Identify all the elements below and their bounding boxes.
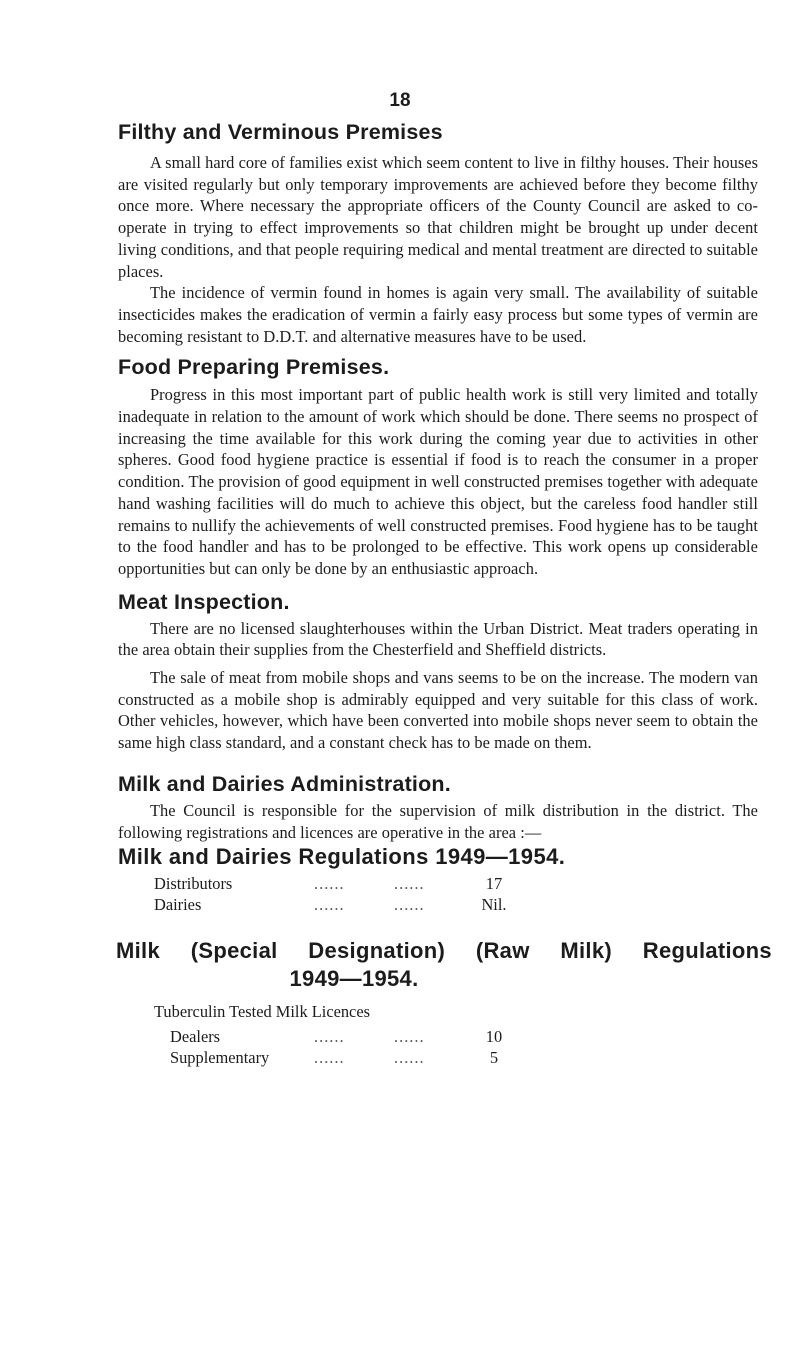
special-designation-years: 1949—1954. xyxy=(289,966,419,992)
row-value: 10 xyxy=(485,1027,503,1047)
paragraph: The Council is responsible for the supervision of milk distribution in the district. The following registrations and licences are operative in the area :— xyxy=(118,800,758,842)
section-heading-meat: Meat Inspection. xyxy=(118,589,290,614)
leader-dots: ...... xyxy=(394,895,425,915)
tt-licences-table xyxy=(170,1026,758,1068)
tt-licences-title: Tuberculin Tested Milk Licences xyxy=(154,1002,370,1022)
special-designation-heading xyxy=(116,937,772,965)
leader-dots: ...... xyxy=(394,1048,425,1068)
paragraph: The incidence of vermin found in homes is again very small. The availability of suitable insecticides makes the eradication of vermin a fairly easy process but some types of vermin are becoming resistant to D.D.T. and alternative measures have to be used. xyxy=(118,283,758,346)
heading-word: Regulations xyxy=(642,938,772,964)
row-label: Supplementary xyxy=(170,1048,270,1068)
row-value: 5 xyxy=(489,1048,499,1068)
leader-dots: ...... xyxy=(394,874,425,894)
paragraph: Progress in this most important part of public health work is still very limited and totally inadequate in relation to the amount of work which should be done. There seems no prospect of increasing the time available for this work during the coming year due to activities in other spheres. Good food hygiene practice is essential if food is to reach the consumer in a proper condition. The provision of good equipment in well constructed premises together with adequate hand washing facilities will do much to achieve this object, but the careless food handler still remains to nullify the achievements of well constructed premises. Food hygiene has to be taught to the food handler and has to be prolonged to be effective. This work opens up considerable opportunities but can only be done by an enthusiastic approach. xyxy=(118,385,758,578)
table-row xyxy=(170,1047,758,1068)
leader-dots: ...... xyxy=(314,1048,345,1068)
leader-dots: ...... xyxy=(314,895,345,915)
row-label: Dairies xyxy=(154,895,202,915)
row-value: 17 xyxy=(485,874,503,894)
row-label: Distributors xyxy=(154,874,233,894)
heading-word: (Special xyxy=(190,938,278,964)
row-label: Dealers xyxy=(170,1027,221,1047)
table-row xyxy=(170,1026,758,1047)
paragraph: A small hard core of families exist which seem content to live in filthy houses. Their houses are visited regularly but only temporary improvements are achieved before they become filthy once more. Where necessary the appropriate officers of the County Council are asked to co-operate in trying to effect improvements so that children might be brought up under decent living conditions, and that people requiring medical and mental treatment are directed to suitable places. xyxy=(118,153,758,281)
heading-word: Designation) xyxy=(308,938,446,964)
table-row xyxy=(154,894,758,915)
regulations-table xyxy=(154,873,758,915)
table-row xyxy=(154,873,758,894)
page-number: 18 xyxy=(389,90,411,111)
leader-dots: ...... xyxy=(394,1027,425,1047)
section-heading-milk: Milk and Dairies Administration. xyxy=(118,771,451,796)
page-content xyxy=(116,118,772,1068)
leader-dots: ...... xyxy=(314,1027,345,1047)
heading-word: (Raw xyxy=(475,938,530,964)
paragraph: There are no licensed slaughterhouses within the Urban District. Meat traders operating in the area obtain their supplies from the Chesterfield and Sheffield districts. xyxy=(118,618,758,660)
leader-dots: ...... xyxy=(314,874,345,894)
regulations-heading: Milk and Dairies Regulations 1949—1954. xyxy=(118,844,566,870)
paragraph: The sale of meat from mobile shops and vans seems to be on the increase. The modern van constructed as a mobile shop is admirably equipped and very suitable for this class of work. Other vehicles, however, which have been converted into mobile shops never seem to obtain the same high class standard, and a constant check has to be made on them. xyxy=(118,668,758,753)
section-heading-filthy: Filthy and Verminous Premises xyxy=(118,120,443,144)
section-heading-food: Food Preparing Premises. xyxy=(118,355,390,380)
heading-word: Milk xyxy=(116,938,160,964)
heading-word: Milk) xyxy=(560,938,612,964)
row-value: Nil. xyxy=(481,895,507,915)
